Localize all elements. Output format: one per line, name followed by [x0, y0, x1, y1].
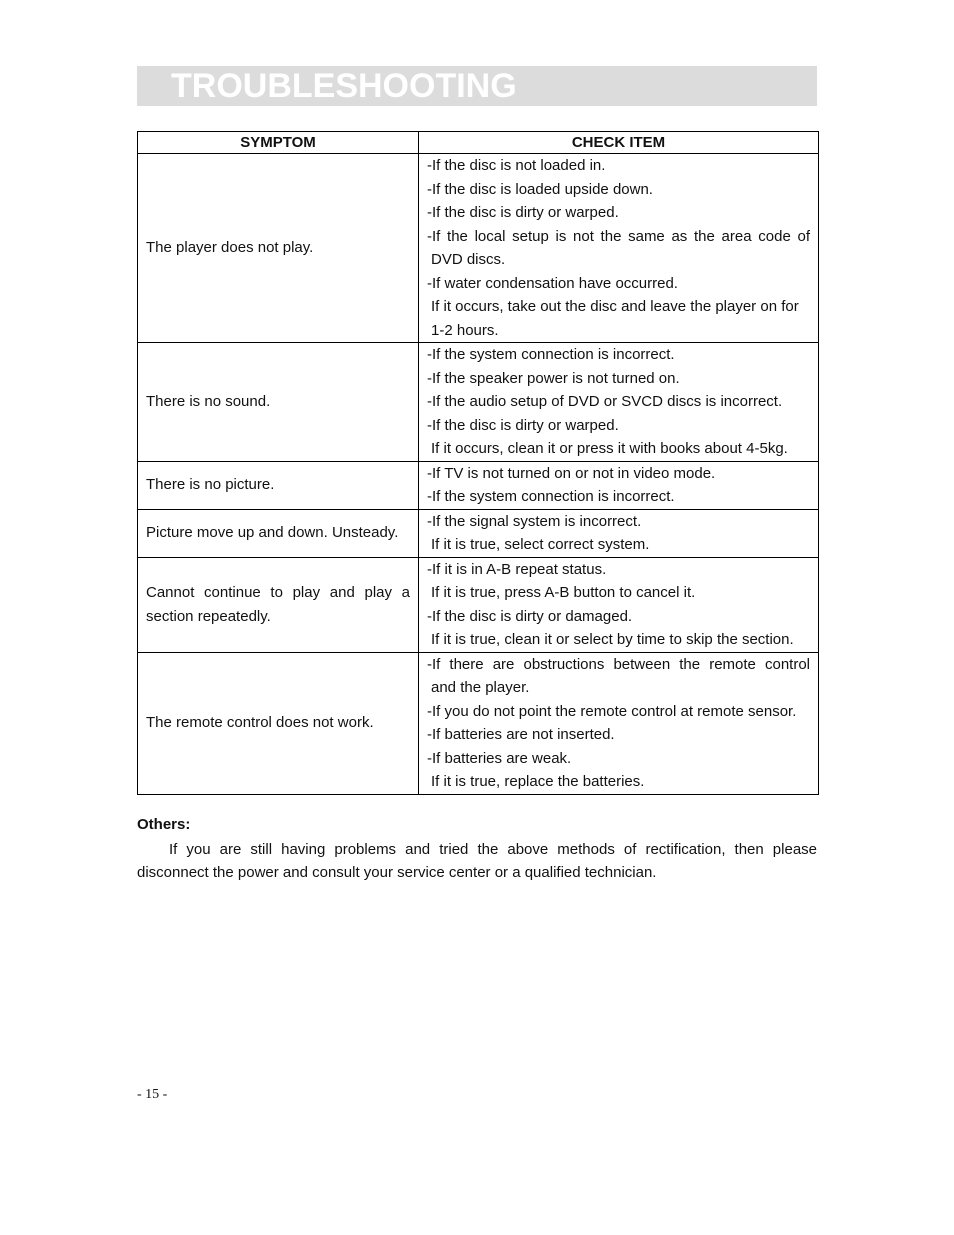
table-row	[138, 154, 819, 343]
check-item: If it is true, press A-B button to cancel it.	[431, 584, 696, 601]
check-item: and the player.	[431, 679, 530, 696]
check-item: -If the disc is not loaded in.	[427, 157, 606, 174]
check-item: If it is true, select correct system.	[431, 536, 650, 553]
header-check-item: CHECK ITEM	[419, 132, 819, 154]
check-item: -If the disc is dirty or warped.	[427, 204, 619, 221]
table-row	[138, 557, 819, 652]
check-item: 1-2 hours.	[431, 321, 499, 339]
symptom-cell: There is no picture.	[138, 461, 419, 509]
check-item: -If batteries are weak.	[427, 749, 572, 767]
check-cell	[419, 652, 819, 794]
symptom-cell: There is no sound.	[138, 343, 419, 462]
check-item: -If the disc is dirty or warped.	[427, 416, 619, 434]
troubleshooting-table	[137, 131, 819, 795]
table-row	[138, 509, 819, 557]
check-item: -If the speaker power is not turned on.	[427, 369, 680, 387]
check-item: -If you do not point the remote control at remote sensor.	[427, 702, 797, 720]
check-item: If it is true, clean it or select by time to skip the section.	[431, 631, 794, 648]
check-item: DVD discs.	[431, 251, 506, 268]
title-banner	[137, 66, 817, 106]
symptom-cell: The player does not play.	[138, 154, 419, 343]
symptom-cell: Picture move up and down. Unsteady.	[138, 509, 419, 557]
others-heading: Others:	[137, 816, 191, 833]
check-item: -If the disc is dirty or damaged.	[427, 607, 633, 625]
check-cell	[419, 461, 819, 509]
check-item: -If it is in A-B repeat status.	[427, 560, 607, 578]
check-item: -If the system connection is incorrect.	[427, 488, 675, 505]
check-cell	[419, 343, 819, 462]
check-item: -If the signal system is incorrect.	[427, 512, 642, 530]
check-item: -If the audio setup of DVD or SVCD discs is incorrect.	[427, 393, 783, 410]
table-header-row	[138, 132, 819, 154]
check-item: -If the system connection is incorrect.	[427, 346, 675, 363]
others-paragraph: If you are still having problems and tried the above methods of rectification, then please disconnect the power and consult your service center or a qualified technician.	[137, 841, 817, 881]
check-item: If it is true, replace the batteries.	[431, 773, 645, 790]
symptom-cell: The remote control does not work.	[138, 652, 419, 794]
check-item: If it occurs, clean it or press it with books about 4-5kg.	[431, 440, 788, 457]
page-number: - 15 -	[137, 1087, 168, 1102]
check-item: -If batteries are not inserted.	[427, 726, 615, 743]
check-cell	[419, 557, 819, 652]
check-item: -If TV is not turned on or not in video mode.	[427, 464, 716, 482]
symptom-cell: Cannot continue to play and play a section repeatedly.	[138, 557, 419, 652]
check-item: -If the local setup is not the same as the area code of	[427, 227, 810, 245]
table-row	[138, 461, 819, 509]
page-title: TROUBLESHOOTING	[171, 67, 517, 105]
check-item: -If the disc is loaded upside down.	[427, 180, 653, 198]
check-item: -If water condensation have occurred.	[427, 274, 678, 292]
table-row	[138, 343, 819, 462]
check-item: If it occurs, take out the disc and leave the player on for	[431, 298, 799, 315]
check-cell	[419, 154, 819, 343]
check-cell	[419, 509, 819, 557]
header-symptom: SYMPTOM	[138, 132, 419, 154]
check-item: -If there are obstructions between the remote control	[427, 655, 810, 673]
table-row	[138, 652, 819, 794]
